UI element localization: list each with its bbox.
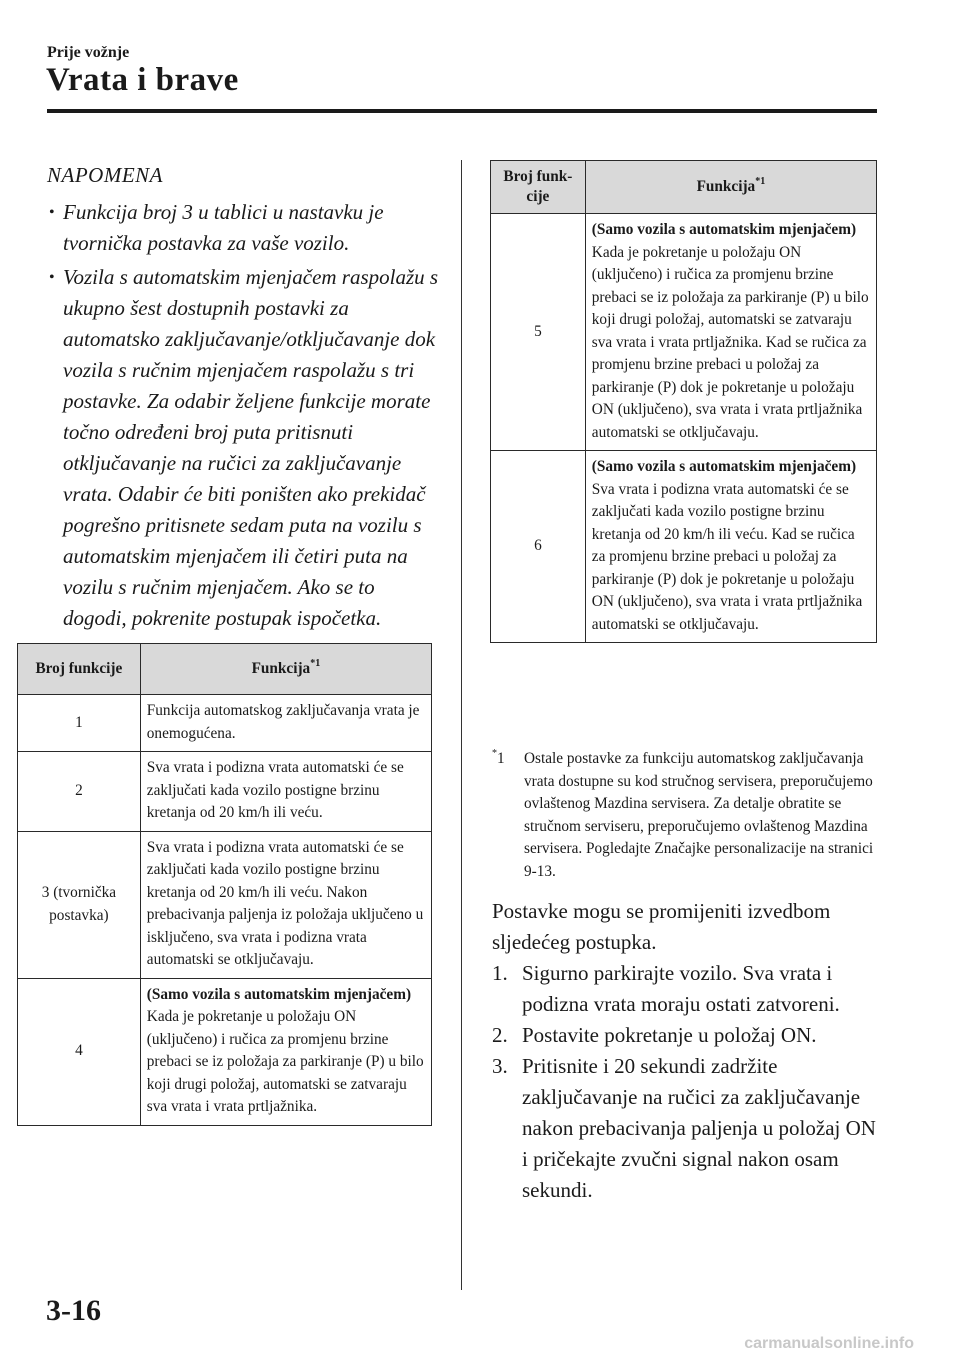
note-item: • Vozila s automatskim mjenjačem raspolažu s ukupno šest dostupnih postavki za automatsko zaključavanje/otključavanje dok vozila s ručnim mjenjačem raspolažu s tri postavke. Za odabir željene funkcije morate točno određeni broj puta pritisnuti otključavanje na ručici za zaključavanje vrata. Odabir će biti poništen ako prekidač pogrešno pritisnete sedam puta na vozilu s automatskim mjenjačem ili četiri puta na vozilu s ručnim mjenjačem. Ako se to dogodi, pokrenite postupak ispočetka. [47, 262, 442, 634]
step-number: 2. [492, 1023, 508, 1047]
footnote-text: Ostale postavke za funkciju automatskog zaključavanja vrata dostupne su kod stručnog servisera, preporučujemo ovlaštenog Mazdina servisera. Za detalje obratite se stručnom serviseru, preporučujemo ovlaštenog Mazdina servisera. Pogledajte Značajke personalizacije na stranici 9-13. [524, 750, 874, 880]
function-text: Kada je pokretanje u položaju ON (uključeno) i ručica za promjenu brzine prebaci se iz položaja za parkiranje (P) u bilo koji drugi položaj, automatski se zatvaraju sva vrata i vrata prtljažnika. Kad se ručica za promjenu brzine prebaci u položaj za parkiranje (P) dok je pokretanje u položaju ON (uključeno), sva vrata i vrata prtljažnika automatski se otključavaju. [591, 243, 869, 441]
table-row [18, 752, 432, 832]
table-row [18, 695, 432, 752]
function-description [585, 214, 876, 451]
column-header-function: Funkcija$^{*1}$ [585, 161, 876, 214]
procedure-intro: Postavke mogu se promijeniti izvedbom sljedećeg postupka. [492, 899, 831, 954]
function-number: 4 [18, 978, 141, 1125]
function-number: 1 [18, 695, 141, 752]
function-number: 3 (tvornička postavka) [18, 831, 141, 978]
procedure-step [492, 1020, 882, 1051]
table-row [491, 214, 877, 451]
function-text: Kada je pokretanje u položaju ON (uključeno) i ručica za promjenu brzine prebaci se iz položaja za parkiranje (P) u bilo koji drugi položaj, automatski se zatvaraju sva vrata i vrata prtljažnika. [146, 1008, 424, 1115]
table-header-row [18, 644, 432, 695]
step-text: Postavite pokretanje u položaj ON. [522, 1023, 817, 1047]
column-header-number: Broj funkcije [491, 161, 586, 214]
table-row [18, 978, 432, 1125]
function-description: Funkcija automatskog zaključavanja vrata je onemogućena. [140, 695, 431, 752]
function-table-part-1 [17, 643, 432, 1126]
procedure [492, 896, 882, 1206]
function-number: 6 [491, 451, 586, 643]
column-header-function: Funkcija$^{*1}$ [140, 644, 431, 695]
watermark: carmanualsonline.info [744, 1335, 914, 1352]
procedure-step [492, 1051, 882, 1206]
function-description [585, 451, 876, 643]
function-description: Sva vrata i podizna vrata automatski će se zaključati kada vozilo postigne brzinu kretanja od 20 km/h ili veću. Nakon prebacivanja paljenja iz položaja uključeno u isključeno, sva vrata i podizna vrata automatski se otključavaju. [140, 831, 431, 978]
table-row [491, 451, 877, 643]
column-header-number: Broj funkcije [18, 644, 141, 695]
step-number: 3. [492, 1054, 508, 1078]
procedure-step [492, 958, 882, 1020]
section-label: Prije vožnje [47, 44, 130, 61]
footnote [492, 748, 877, 883]
column-divider [461, 160, 462, 1290]
function-description: Sva vrata i podizna vrata automatski će se zaključati kada vozilo postigne brzinu kretanja od 20 km/h ili veću. [140, 752, 431, 832]
step-text: Pritisnite i 20 sekundi zadržite zaključavanje na ručici za zaključavanje nakon prebacivanja paljenja u položaj ON i pričekajte zvučni signal nakon osam sekundi. [522, 1054, 876, 1202]
function-number: 2 [18, 752, 141, 832]
note-item: • Funkcija broj 3 u tablici u nastavku je tvornička postavka za vaše vozilo. [47, 197, 442, 259]
step-text: Sigurno parkirajte vozilo. Sva vrata i podizna vrata moraju ostati zatvoreni. [522, 961, 840, 1016]
function-text: Sva vrata i podizna vrata automatski će se zaključati kada vozilo postigne brzinu kretanja od 20 km/h ili veću. Kad se ručica za promjenu brzine prebaci u položaj za parkiranje (P) dok je pokretanje u položaju ON (uključeno), sva vrata i vrata prtljažnika automatski se otključavaju. [591, 480, 863, 633]
function-condition: (Samo vozila s automatskim mjenjačem) [146, 985, 412, 1003]
table-row [18, 831, 432, 978]
page-number: 3-16 [46, 1294, 101, 1327]
step-number: 1. [492, 961, 508, 985]
function-condition: (Samo vozila s automatskim mjenjačem) [591, 221, 857, 238]
page-title: Vrata i brave [46, 62, 239, 98]
function-table-part-2 [490, 160, 877, 643]
function-number: 5 [491, 214, 586, 451]
note-title: NAPOMENA [47, 163, 163, 187]
note-box [47, 160, 442, 637]
footnote-mark: *1 [492, 748, 505, 767]
function-description [140, 978, 431, 1125]
header-rule [47, 109, 877, 113]
table-header-row [491, 161, 877, 214]
function-condition: (Samo vozila s automatskim mjenjačem) [591, 458, 857, 475]
